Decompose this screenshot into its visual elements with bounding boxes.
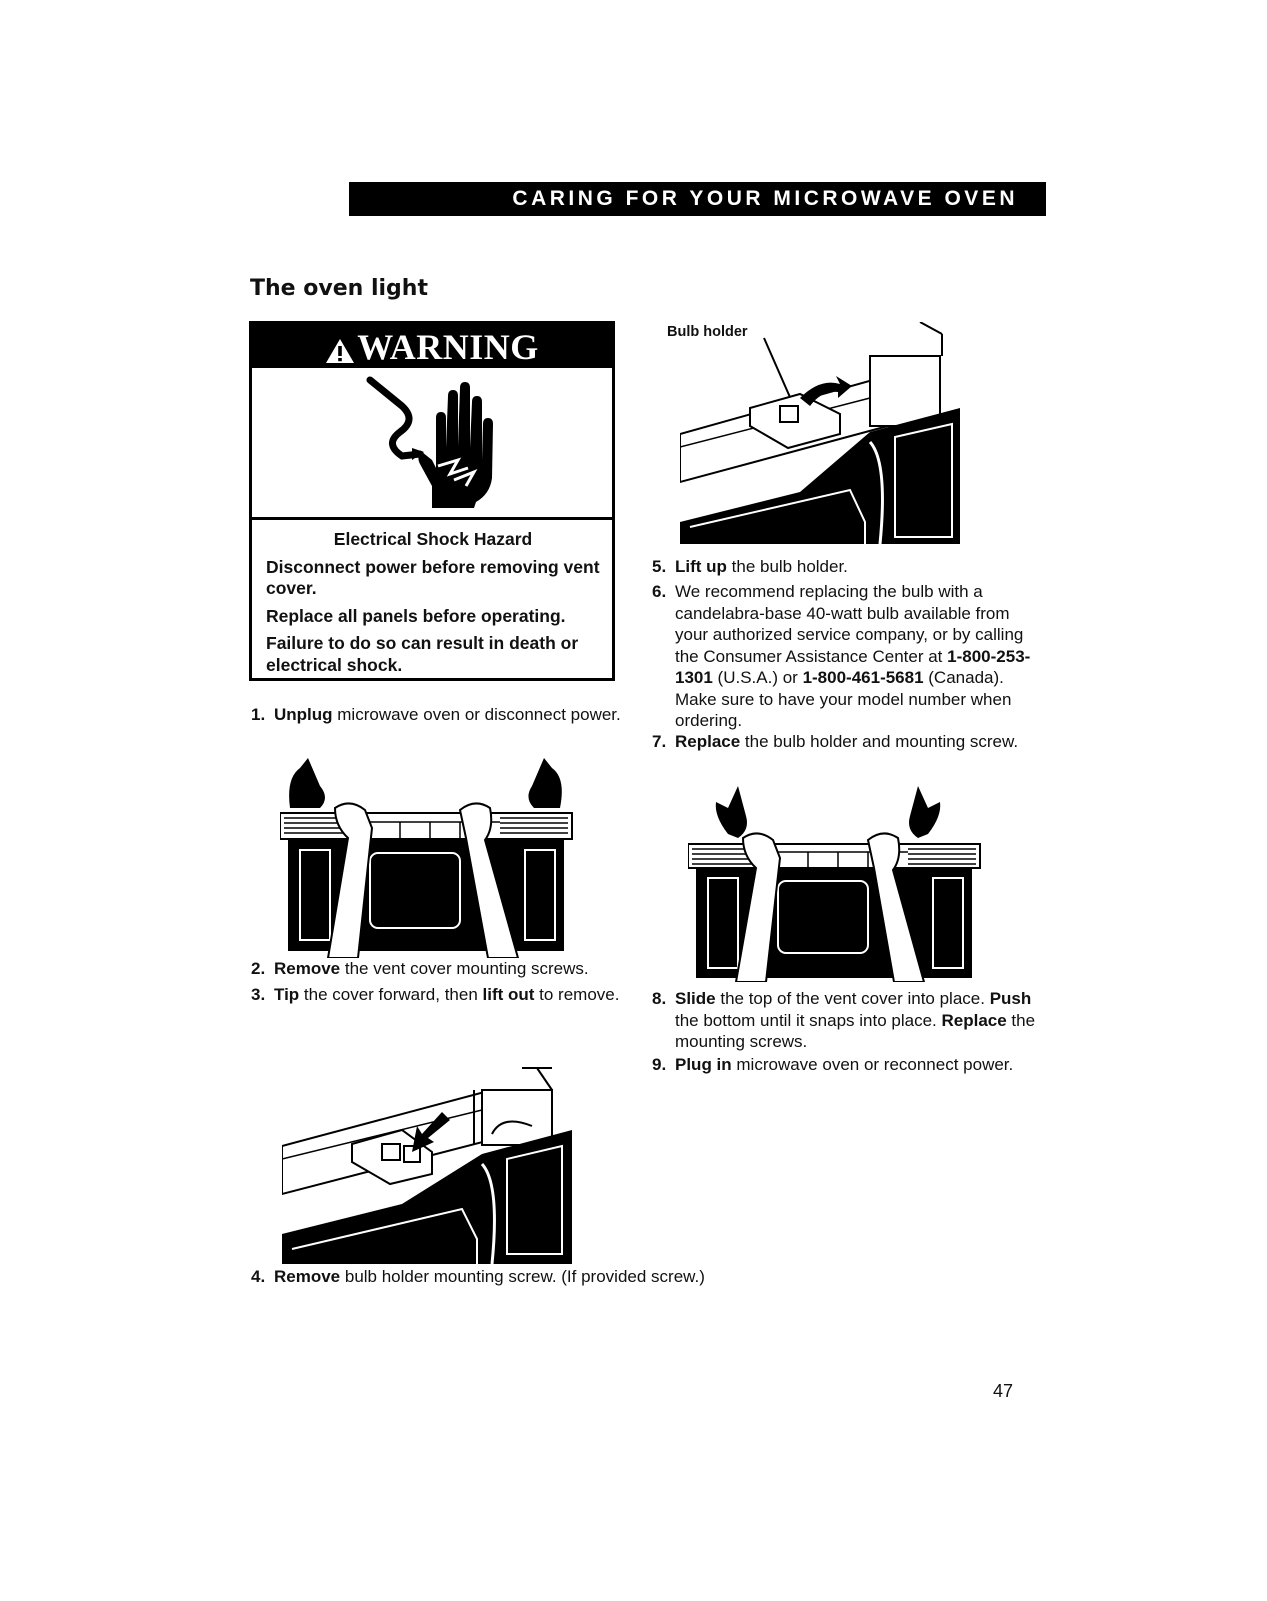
warning-line: Failure to do so can result in death or electrical shock. bbox=[266, 633, 579, 675]
warning-label: WARNING bbox=[357, 327, 539, 367]
page-title: The oven light bbox=[250, 276, 428, 301]
step-3: 3. Tip the cover forward, then lift out to remove. bbox=[251, 985, 620, 1004]
step-9: 9. Plug in microwave oven or reconnect power. bbox=[652, 1055, 1014, 1074]
warning-text bbox=[266, 529, 600, 682]
step-4: 4. Remove bulb holder mounting screw. (If provided screw.) bbox=[251, 1267, 705, 1286]
step-6: 6. We recommend replacing the bulb with a candelabra-base 40-watt bulb available from your authorized service company, or by calling the Consumer Assistance Center at 1-800-253-1301 (U.S.A.) or 1-800-461-5681 (Canada). Make sure to have your model number when ordering. bbox=[652, 582, 1031, 730]
warning-box bbox=[249, 321, 615, 681]
step-8: 8. Slide the top of the vent cover into place. Push the bottom until it snaps into place. Replace the mounting screws. bbox=[652, 989, 1036, 1051]
shock-hazard-hand-icon bbox=[252, 368, 612, 520]
warning-line: Replace all panels before operating. bbox=[266, 605, 566, 626]
vent-cover-replace-illustration bbox=[688, 786, 988, 982]
bulb-holder-lift-illustration bbox=[680, 322, 980, 544]
warning-line: Disconnect power before removing vent cover. bbox=[266, 556, 600, 598]
bulb-holder-screw-illustration bbox=[282, 1034, 582, 1264]
warning-triangle-icon bbox=[325, 337, 355, 365]
step-5: 5. Lift up the bulb holder. bbox=[652, 557, 848, 576]
page-number: 47 bbox=[993, 1381, 1014, 1401]
step-1: 1. Unplug microwave oven or disconnect power. bbox=[251, 705, 621, 724]
vent-cover-removal-illustration bbox=[280, 758, 580, 958]
step-7: 7. Replace the bulb holder and mounting screw. bbox=[652, 732, 1019, 751]
section-header: CARING FOR YOUR MICROWAVE OVEN bbox=[349, 182, 1046, 216]
warning-header bbox=[252, 324, 612, 368]
step-2: 2. Remove the vent cover mounting screws. bbox=[251, 959, 589, 978]
bulb-holder-callout: Bulb holder bbox=[667, 324, 748, 340]
hazard-title: Electrical Shock Hazard bbox=[333, 529, 533, 549]
